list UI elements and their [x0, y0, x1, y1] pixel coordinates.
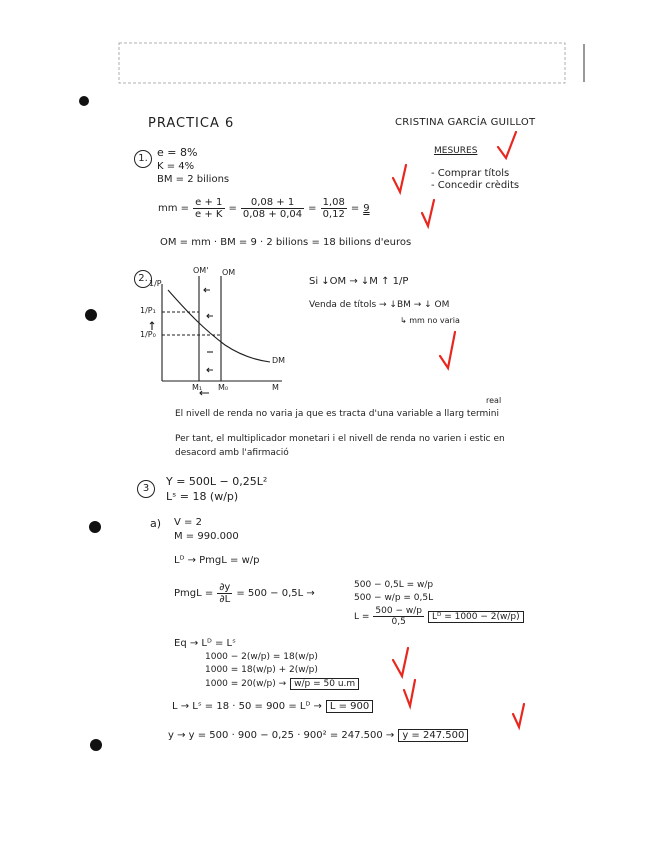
ex3-ld: Lᴰ → PmgL = w/p — [174, 555, 260, 566]
graph-x-axis-label: M — [272, 383, 279, 392]
ex3-y: Y = 500L − 0,25L² — [166, 475, 268, 488]
fraction-numerator: 0,08 + 1 — [241, 197, 304, 209]
graph-y-axis-label: 1/P — [149, 279, 162, 288]
ex3-e2: 1000 = 18(w/p) + 2(w/p) — [205, 665, 318, 675]
equals-sign: = — [350, 203, 360, 214]
measure-item: - Comprar títols — [431, 168, 510, 179]
ld-result-box: Lᴰ = 1000 − 2(w/p) — [428, 611, 524, 623]
ex3-r3 — [354, 606, 524, 627]
ex1-mm-formula — [158, 197, 370, 220]
check-mark — [422, 200, 434, 226]
binder-hole — [79, 96, 89, 106]
measures-heading: MESURES — [434, 146, 478, 156]
pmgl-label: PmgL = — [174, 588, 214, 599]
ex1-om-line: OM = mm · BM = 9 · 2 bilions = 18 bilions d'euros — [160, 237, 412, 248]
ex2-text-2: Per tant, el multiplicador monetari i el nivell de renda no varien i estic en — [175, 434, 505, 444]
ex1-bm: BM = 2 bilions — [157, 174, 230, 185]
graph-om-label: OM — [222, 268, 236, 277]
fraction-denominator: 0,5 — [391, 617, 406, 627]
fraction-denominator: 0,12 — [322, 209, 345, 220]
fraction — [241, 197, 304, 220]
ex3-ls: Lˢ = 18 (w/p) — [166, 490, 239, 503]
ex3-pmgl-formula — [174, 582, 315, 605]
fraction — [373, 606, 424, 627]
ex1-k: K = 4% — [157, 161, 195, 172]
fraction-denominator: e + K — [195, 209, 223, 220]
ex2-line-3: ↳ mm no varia — [400, 316, 460, 325]
header-form-box — [119, 43, 565, 83]
r3-left: L = — [354, 611, 370, 622]
e3-text: 1000 = 20(w/p) → — [205, 679, 287, 689]
graph-m1-label: M₁ — [192, 383, 203, 392]
fraction-denominator: 0,08 + 0,04 — [242, 209, 303, 220]
binder-hole — [85, 309, 97, 321]
ex3-y-line — [168, 729, 468, 742]
ex1-e: e = 8% — [157, 146, 198, 159]
derivative — [217, 582, 232, 605]
fraction-numerator: e + 1 — [193, 197, 224, 209]
fraction-numerator: 500 − w/p — [375, 606, 422, 616]
check-mark — [498, 132, 516, 158]
fraction-denominator: ∂L — [219, 594, 231, 605]
check-mark — [393, 648, 408, 676]
ex3-part-a-label: a) — [150, 517, 162, 530]
graph-y1-label: 1/P₁ — [140, 306, 156, 315]
measure-item: - Concedir crèdits — [431, 180, 520, 191]
graph-m0-label: M₀ — [218, 383, 229, 392]
ex3-v: V = 2 — [174, 517, 202, 528]
page-title: PRACTICA 6 — [148, 116, 235, 131]
check-mark — [440, 332, 455, 368]
ex2-note-real: real — [486, 396, 502, 405]
equals-sign: = — [308, 203, 317, 214]
exercise-3-number: 3 — [137, 476, 155, 498]
ex2-text-3: desacord amb l'afirmació — [175, 448, 289, 458]
graph-y0-label: 1/P₀ — [140, 330, 156, 339]
ex3-l-line — [172, 700, 373, 713]
ex2-text-1: El nivell de renda no varia ja que es tracta d'una variable a llarg termini — [175, 409, 500, 419]
graph-dm-label: DM — [272, 356, 286, 365]
ex3-r2: 500 − w/p = 0,5L — [354, 593, 434, 603]
l-line-text: L → Lˢ = 18 · 50 = 900 = Lᴰ → — [172, 701, 322, 712]
ex3-r1: 500 − 0,5L = w/p — [354, 580, 434, 590]
l-result-box: L = 900 — [326, 700, 373, 713]
exercise-2-number: 2. — [134, 266, 152, 288]
ex2-line-1: Si ↓OM → ↓M ↑ 1/P — [309, 276, 409, 287]
pmgl-rhs: = 500 − 0,5L → — [236, 588, 315, 599]
fraction — [321, 197, 347, 220]
wage-result-box: w/p = 50 u.m — [290, 678, 359, 690]
check-mark — [393, 165, 406, 192]
money-market-graph — [150, 276, 282, 395]
equals-sign: = — [228, 203, 237, 214]
ex2-line-2: Venda de títols → ↓BM → ↓ OM — [309, 300, 450, 310]
check-mark — [404, 680, 415, 706]
graph-om-prime-label: OM' — [193, 266, 209, 275]
exercise-1-number: 1. — [134, 146, 152, 168]
y-line-text: y → y = 500 · 900 − 0,25 · 900² = 247.500 → — [168, 730, 395, 741]
y-result-box: y = 247.500 — [398, 729, 468, 742]
ex3-e1: 1000 − 2(w/p) = 18(w/p) — [205, 652, 318, 662]
mm-result: 9 — [363, 203, 370, 214]
ex3-m: M = 990.000 — [174, 531, 239, 542]
binder-hole — [90, 739, 102, 751]
check-mark — [513, 704, 524, 727]
fraction-numerator: 1,08 — [322, 197, 345, 208]
ex3-eq-label: Eq → Lᴰ = Lˢ — [174, 638, 236, 649]
mm-label: mm = — [158, 203, 190, 214]
binder-hole — [89, 521, 101, 533]
fraction — [193, 197, 224, 220]
author-name: CRISTINA GARCÍA GUILLOT — [395, 117, 536, 128]
fraction-numerator: ∂y — [219, 582, 231, 593]
ex3-e3 — [205, 678, 359, 690]
